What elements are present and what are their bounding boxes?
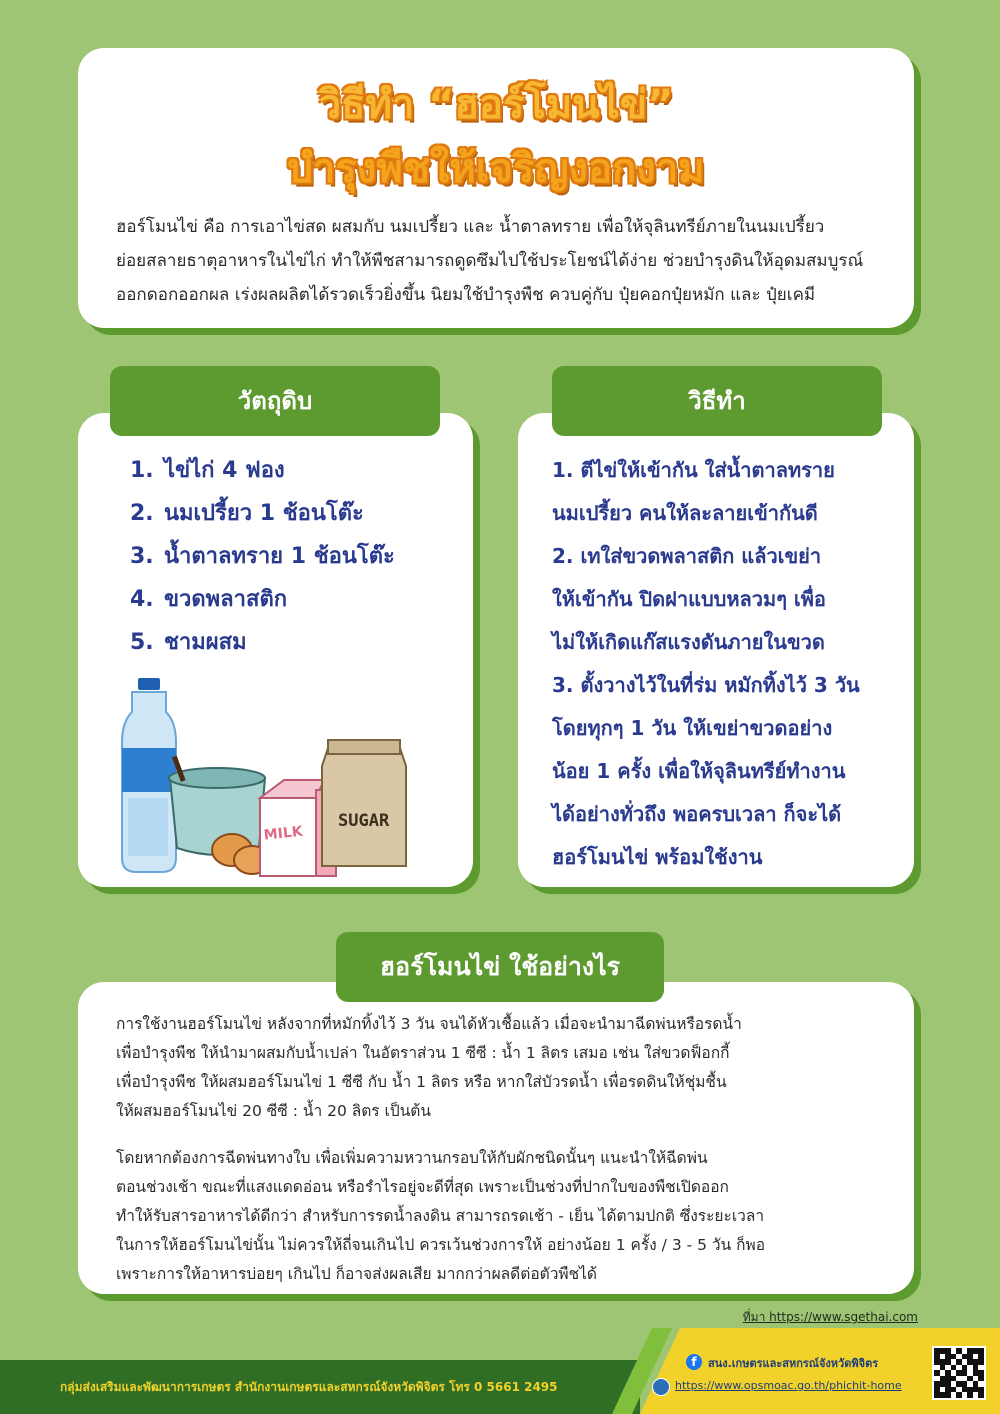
usage-card — [78, 982, 914, 1294]
item-text: นมเปรี้ยว 1 ช้อนโต๊ะ — [164, 501, 364, 526]
footer — [0, 1328, 1000, 1414]
method-line: ไม่ให้เกิดแก๊สแรงดันภายในขวด — [552, 630, 825, 654]
page-title-line-2: บำรุงพืชให้เจริญงอกงาม — [287, 146, 705, 192]
item-text: ขวดพลาสติก — [164, 587, 288, 612]
usage-line: เพราะการให้อาหารบ่อยๆ เกินไป ก็อาจส่งผลเสีย มากกว่าผลดีต่อตัวพืชได้ — [116, 1265, 597, 1283]
method-line: โดยทุกๆ 1 วัน ให้เขย่าขวดอย่าง — [552, 716, 833, 740]
usage-heading: ฮอร์โมนไข่ ใช้อย่างไร — [336, 932, 664, 1002]
ingredient-item — [130, 535, 395, 578]
item-number: 5. — [130, 630, 154, 655]
qr-code-icon — [932, 1346, 986, 1400]
usage-paragraph-1 — [116, 1010, 892, 1126]
facebook-page-link[interactable]: สนง.เกษตรและสหกรณ์จังหวัดพิจิตร — [708, 1357, 879, 1370]
ingredient-item — [130, 578, 395, 621]
method-line: 3. ตั้งวางไว้ในที่ร่ม หมักทิ้งไว้ 3 วัน — [552, 673, 860, 697]
ingredient-item — [130, 621, 395, 664]
item-number: 2. — [130, 501, 154, 526]
usage-paragraph-2 — [116, 1144, 892, 1289]
method-steps — [552, 449, 892, 879]
materials-heading: วัตถุดิบ — [110, 366, 440, 436]
method-line: ได้อย่างทั่วถึง พอครบเวลา ก็จะได้ — [552, 802, 842, 826]
website-link[interactable]: https://www.opsmoac.go.th/phichit-home — [675, 1379, 902, 1392]
footer-contact-text: กลุ่มส่งเสริมและพัฒนาการเกษตร สำนักงานเกษตรและสหกรณ์จังหวัดพิจิตร โทร 0 5661 2495 — [60, 1380, 558, 1394]
facebook-icon: f — [686, 1354, 702, 1370]
intro-paragraph — [116, 210, 892, 312]
water-bottle-icon — [122, 678, 176, 872]
ingredients-list — [130, 449, 395, 664]
method-heading: วิธีทำ — [552, 366, 882, 436]
method-line: น้อย 1 ครั้ง เพื่อให้จุลินทรีย์ทำงาน — [552, 759, 846, 783]
sugar-label: SUGAR — [338, 811, 390, 831]
item-number: 1. — [130, 458, 154, 483]
page-title-line-1: วิธีทำ “ฮอร์โมนไข่” — [318, 82, 674, 128]
item-text: ชามผสม — [164, 630, 247, 655]
usage-line: ในการให้ฮอร์โมนไข่นั้น ไม่ควรให้ถี่จนเกินไป ควรเว้นช่วงการให้ อย่างน้อย 1 ครั้ง / 3 - 5 วัน ก็พอ — [116, 1236, 766, 1254]
ingredient-item — [130, 449, 395, 492]
usage-line: ให้ผสมฮอร์โมนไข่ 20 ซีซี : น้ำ 20 ลิตร เป็นต้น — [116, 1102, 431, 1120]
intro-line: ออกดอกออกผล เร่งผลผลิตได้รวดเร็วยิ่งขึ้น นิยมใช้บำรุงพืช ควบคู่กับ ปุ๋ยคอกปุ๋ยหมัก และ ปุ๋ยเคมี — [116, 285, 816, 305]
intro-line: ฮอร์โมนไข่ คือ การเอาไข่สด ผสมกับ นมเปรี้ยว และ น้ำตาลทราย เพื่อให้จุลินทรีย์ภายในนมเปรี้ยว — [116, 217, 825, 237]
title-card — [78, 48, 914, 328]
method-line: ฮอร์โมนไข่ พร้อมใช้งาน — [552, 845, 763, 869]
usage-line: การใช้งานฮอร์โมนไข่ หลังจากที่หมักทิ้งไว้ 3 วัน จนได้หัวเชื้อแล้ว เมื่อจะนำมาฉีดพ่นหรือรดน้ำ — [116, 1015, 742, 1033]
usage-line: เพื่อบำรุงพืช ให้ผสมฮอร์โมนไข่ 1 ซีซี กับ น้ำ 1 ลิตร หรือ หากใส่บัวรดน้ำ เพื่อรดดินให้ชุ่มชื้น — [116, 1073, 727, 1091]
usage-line: ทำให้รับสารอาหารได้ดีกว่า สำหรับการรดน้ำลงดิน สามารถรดเช้า - เย็น ได้ตามปกติ ซึ่งระยะเวลา — [116, 1207, 765, 1225]
method-line: ให้เข้ากัน ปิดฝาแบบหลวมๆ เพื่อ — [552, 587, 826, 611]
sugar-bag-icon — [322, 740, 406, 866]
item-text: น้ำตาลทราย 1 ช้อนโต๊ะ — [164, 544, 395, 569]
method-line: 2. เทใส่ขวดพลาสติก แล้วเขย่า — [552, 544, 822, 568]
intro-line: ย่อยสลายธาตุอาหารในไข่ไก่ ทำให้พืชสามารถดูดซึมไปใช้ประโยชน์ได้ง่าย ช่วยบำรุงดินให้อุดมสมบูรณ์ — [116, 251, 864, 271]
source-link[interactable]: ที่มา https://www.sgethai.com — [742, 1310, 918, 1324]
item-text: ไข่ไก่ 4 ฟอง — [164, 458, 285, 483]
method-line: 1. ตีไข่ให้เข้ากัน ใส่น้ำตาลทราย — [552, 458, 835, 482]
usage-line: ตอนช่วงเช้า ขณะที่แสงแดดอ่อน หรือรำไรอยู่จะดีที่สุด เพราะเป็นช่วงที่ปากใบของพืชเปิดออก — [116, 1178, 729, 1196]
globe-icon — [652, 1378, 670, 1396]
usage-line: เพื่อบำรุงพืช ให้นำมาผสมกับน้ำเปล่า ในอัตราส่วน 1 ซีซี : น้ำ 1 ลิตร เสมอ เช่น ใส่ขวดฟ็อกกี้ — [116, 1044, 730, 1062]
item-number: 3. — [130, 544, 154, 569]
method-card — [518, 413, 914, 887]
usage-line: โดยหากต้องการฉีดพ่นทางใบ เพื่อเพิ่มความหวานกรอบให้กับผักชนิดนั้นๆ แนะนำให้ฉีดพ่น — [116, 1149, 708, 1167]
method-line: นมเปรี้ยว คนให้ละลายเข้ากันดี — [552, 501, 818, 525]
ingredient-item — [130, 492, 395, 535]
ingredients-illustration — [110, 678, 430, 878]
milk-label: MILK — [263, 823, 304, 844]
item-number: 4. — [130, 587, 154, 612]
